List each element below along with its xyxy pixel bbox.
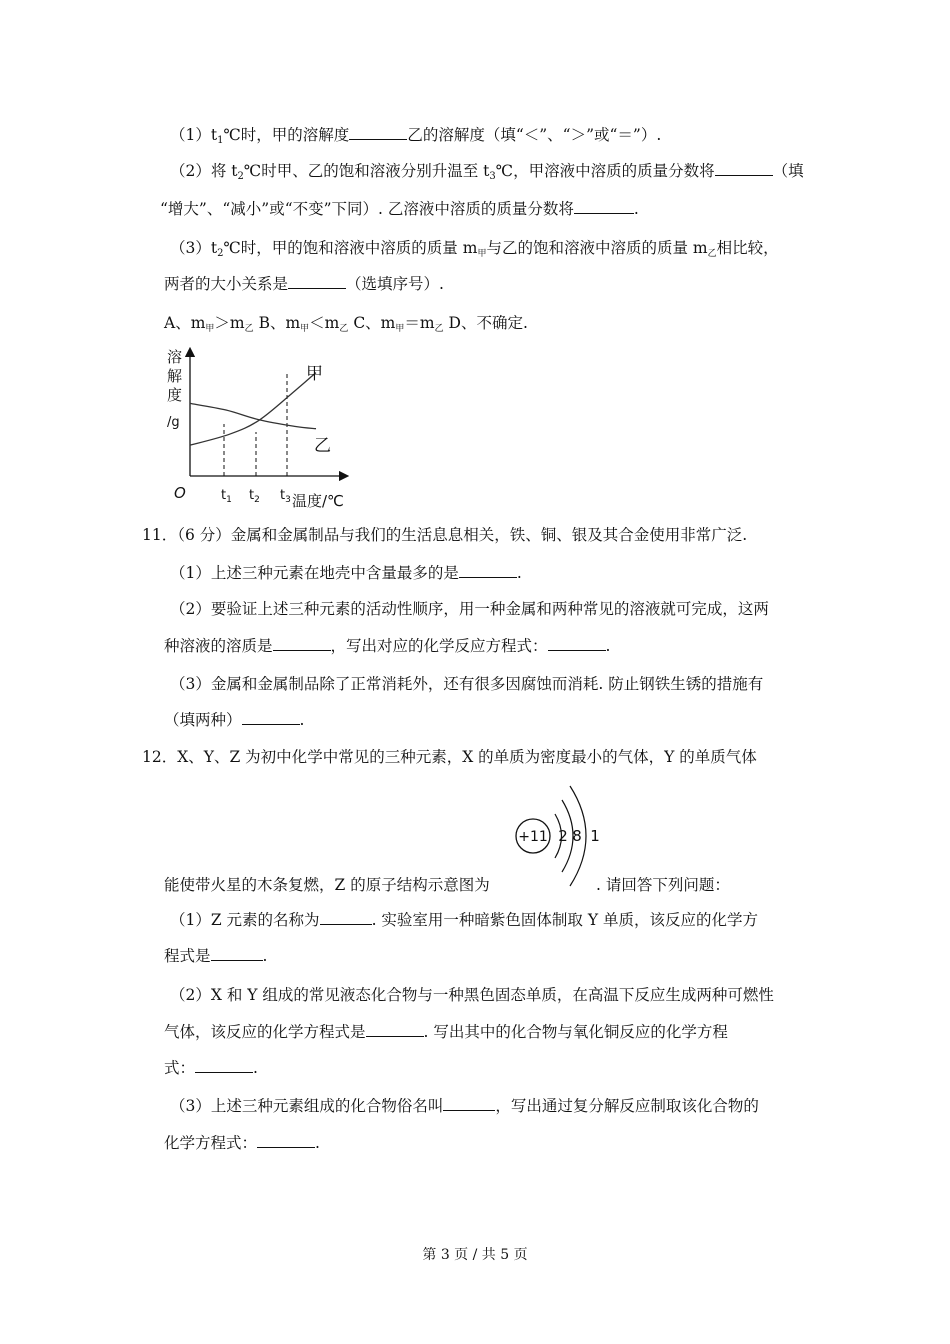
q12-part2-cont: 气体，该反应的化学方程式是 . 写出其中的化合物与氧化铜反应的化学方程 [164,1023,728,1041]
answer-blank[interactable] [459,563,517,578]
x-axis-label: 温度/℃ [292,492,344,510]
origin-label: O [174,484,186,502]
series-line-yi [190,403,316,428]
q10-part3-cont: 两者的大小关系是 （选填序号）. [164,275,444,293]
page-footer: 第 3 页 / 共 5 页 [422,1247,528,1263]
tick-label-t2 [249,488,260,505]
q10-part2: （2）将 $t_2℃$时甲、乙的饱和溶液分别升温至 $t_3℃$，甲溶液中溶质的质量分数将 （填 [170,162,804,182]
answer-blank[interactable] [273,636,331,651]
answer-blank[interactable] [366,1022,424,1037]
svg-text:t3: $t_3$ [280,488,291,505]
nucleus-label: +11 [518,829,548,845]
q12-part3-cont: 化学方程式： . [164,1134,320,1152]
series-label-jia: 甲 [306,364,323,384]
q10-options: A、$m_甲>m_乙$ B、$m_甲<m_乙$ C、$m_甲=m_乙$ D、不确定. [164,314,528,334]
y-label-char: /g [167,415,180,430]
answer-blank[interactable] [349,125,407,140]
shell-electron-count: 8 [572,827,582,845]
q12-part1: （1）Z 元素的名称为 . 实验室用一种暗紫色固体制取 Y 单质，该反应的化学方 [170,911,759,929]
q11-part1: （1）上述三种元素在地壳中含量最多的是 . [170,564,522,582]
y-label-char: 解 [167,367,183,385]
answer-blank[interactable] [195,1058,253,1073]
answer-blank[interactable] [548,636,606,651]
q11-part2: （2）要验证上述三种元素的活动性顺序，用一种金属和两种常见的溶液就可完成，这两 [170,600,769,618]
series-label-yi: 乙 [314,436,331,456]
q12-part1-cont: 程式是 . [164,947,268,965]
q12-heading: 12．X、Y、Z 为初中化学中常见的三种元素，X 的单质为密度最小的气体，Y 的单质气体 [142,748,757,766]
answer-blank[interactable] [257,1133,315,1148]
answer-blank[interactable] [574,199,634,214]
solubility-chart [164,344,364,512]
q12-line2-left: 能使带火星的木条复燃，Z 的原子结构示意图为 [164,876,490,894]
shell-electron-count: 2 [558,827,568,845]
tick-label-t1 [221,488,232,505]
series-line-jia [190,373,316,446]
q10-part2-cont: “增大”、“减小”或“不变”下同）. 乙溶液中溶质的质量分数将 . [160,200,639,218]
svg-text:t2: $t_2$ [249,488,260,505]
q10-part1: $(1)t_1℃$时，甲的溶解度 乙的溶解度（填“＜”、“＞”或“＝”）. [170,126,662,146]
svg-text:t1: $t_1$ [221,488,232,505]
answer-blank[interactable] [443,1096,495,1111]
q11-part3: （3）金属和金属制品除了正常消耗外，还有很多因腐蚀而消耗. 防止钢铁生锈的措施有 [170,675,764,693]
answer-blank[interactable] [288,274,346,289]
answer-blank[interactable] [320,910,372,925]
tick-label-t3 [280,488,291,505]
y-label-char: 度 [167,386,183,404]
answer-blank[interactable] [242,710,300,725]
q12-part2: （2）X 和 Y 组成的常见液态化合物与一种黑色固态单质，在高温下反应生成两种可燃性 [170,986,774,1004]
atomic-structure-diagram [510,778,610,894]
q12-line2-right: . 请回答下列问题： [596,876,730,894]
q12-part3: （3）上述三种元素组成的化合物俗名叫 ，写出通过复分解反应制取该化合物的 [170,1097,759,1115]
q11-heading: 11．（6 分）金属和金属制品与我们的生活息息相关，铁、铜、银及其合金使用非常广泛. [142,526,748,544]
q12-part2-cont2: 式： . [164,1059,258,1077]
shell-electron-count: 1 [590,827,600,845]
q11-part3-cont: （填两种） . [164,711,305,729]
q11-part2-cont: 种溶液的溶质是 ，写出对应的化学反应方程式： . [164,637,611,655]
answer-blank[interactable] [211,946,263,961]
q10-part3: $(3)t_2℃$时，甲的饱和溶液中溶质的质量 $m_甲$与乙的饱和溶液中溶质的质量 $m_乙$相比较， [170,239,779,259]
answer-blank[interactable] [715,161,773,176]
y-label-char: 溶 [167,348,183,366]
